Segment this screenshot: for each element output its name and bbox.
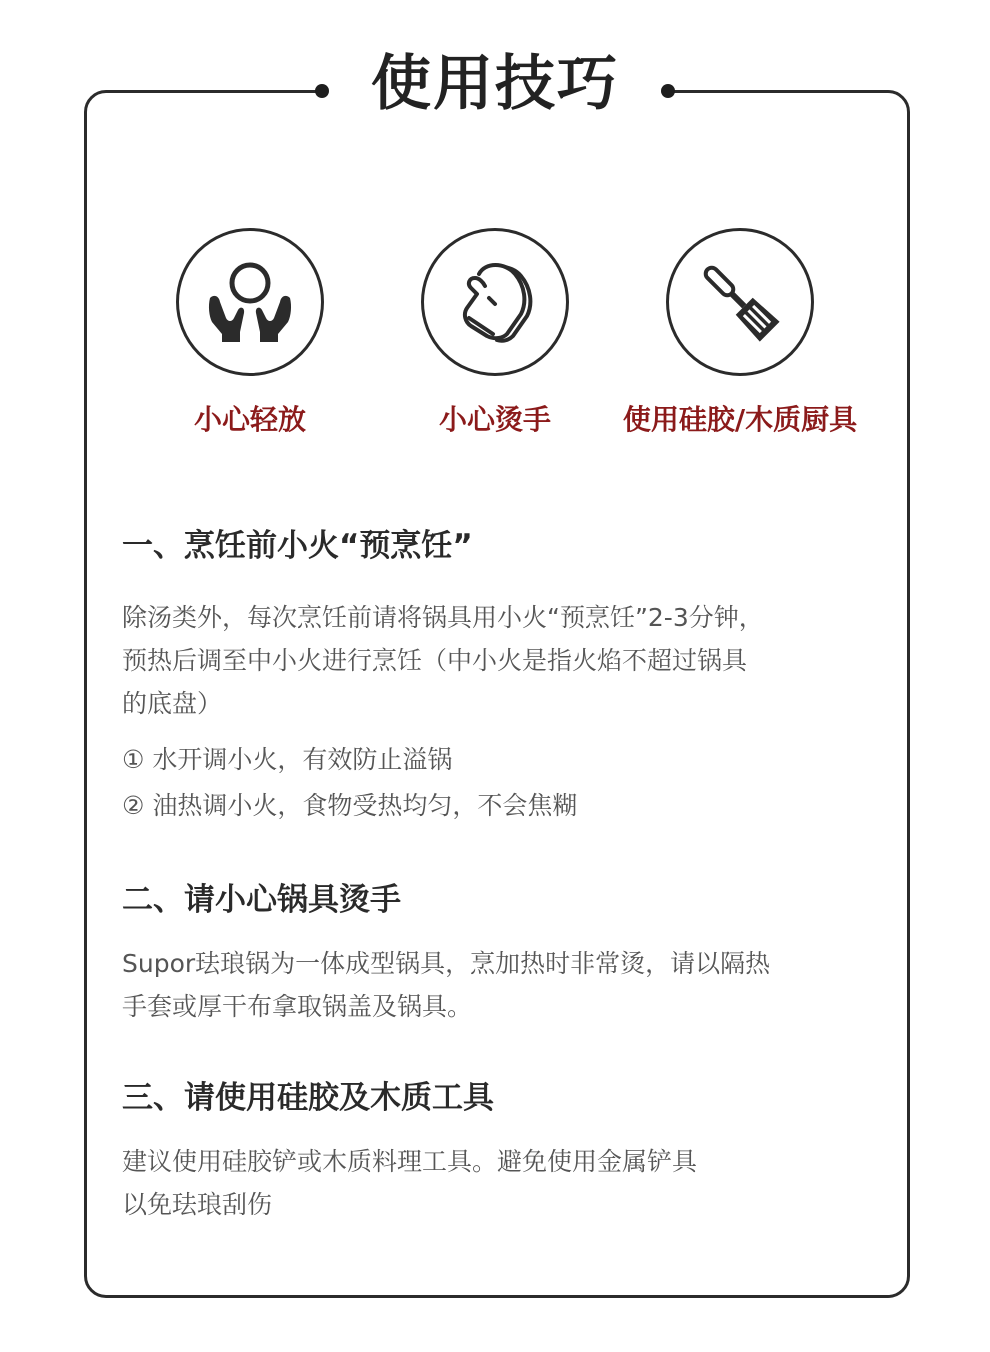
tip-use-silicone-wood-utensils: [600, 228, 880, 440]
tip-icon-circle: [666, 228, 814, 376]
section-pre-heat: [122, 524, 882, 829]
body-line: 预热后调至中小火进行烹饪（中小火是指火焰不超过锅具: [122, 646, 748, 675]
title-dot-right: [661, 84, 675, 98]
hands-holding-plate-icon: [204, 256, 296, 348]
section-body: [122, 1140, 882, 1226]
list-item: ① 水开调小火，有效防止溢锅: [122, 745, 453, 774]
tip-handle-with-care: [110, 228, 390, 440]
tip-caution-hot: [355, 228, 635, 440]
section-utensils: [122, 1076, 882, 1226]
tip-label: 小心烫手: [438, 403, 551, 436]
body-line: 建议使用硅胶铲或木质料理工具。避免使用金属铲具: [122, 1147, 698, 1176]
tip-list: [122, 737, 882, 829]
tip-icon-circle: [176, 228, 324, 376]
section-hot-handle: [122, 878, 882, 1028]
page-title: 使用技巧: [371, 49, 619, 119]
list-item: ② 油热调小火，食物受热均匀，不会焦糊: [122, 791, 578, 820]
tip-label: 使用硅胶/木质厨具: [622, 403, 858, 436]
oven-mitt-icon: [447, 254, 543, 350]
section-heading: 二、请小心锅具烫手: [122, 882, 401, 918]
spatula-icon: [692, 254, 788, 350]
body-line: 除汤类外，每次烹饪前请将锅具用小火“预烹饪”2-3分钟，: [122, 603, 764, 632]
body-line: 的底盘）: [122, 689, 223, 718]
body-line: Supor珐琅锅为一体成型锅具，烹加热时非常烫，请以隔热: [122, 949, 771, 978]
tip-label: 小心轻放: [193, 403, 306, 436]
body-line: 手套或厚干布拿取锅盖及锅具。: [122, 992, 473, 1021]
section-body: [122, 596, 882, 725]
section-heading: 三、请使用硅胶及木质工具: [122, 1080, 494, 1116]
tip-icon-circle: [421, 228, 569, 376]
section-body: [122, 942, 882, 1028]
title-dot-left: [315, 84, 329, 98]
body-line: 以免珐琅刮伤: [122, 1190, 273, 1219]
section-heading: 一、烹饪前小火“预烹饪”: [122, 528, 473, 564]
